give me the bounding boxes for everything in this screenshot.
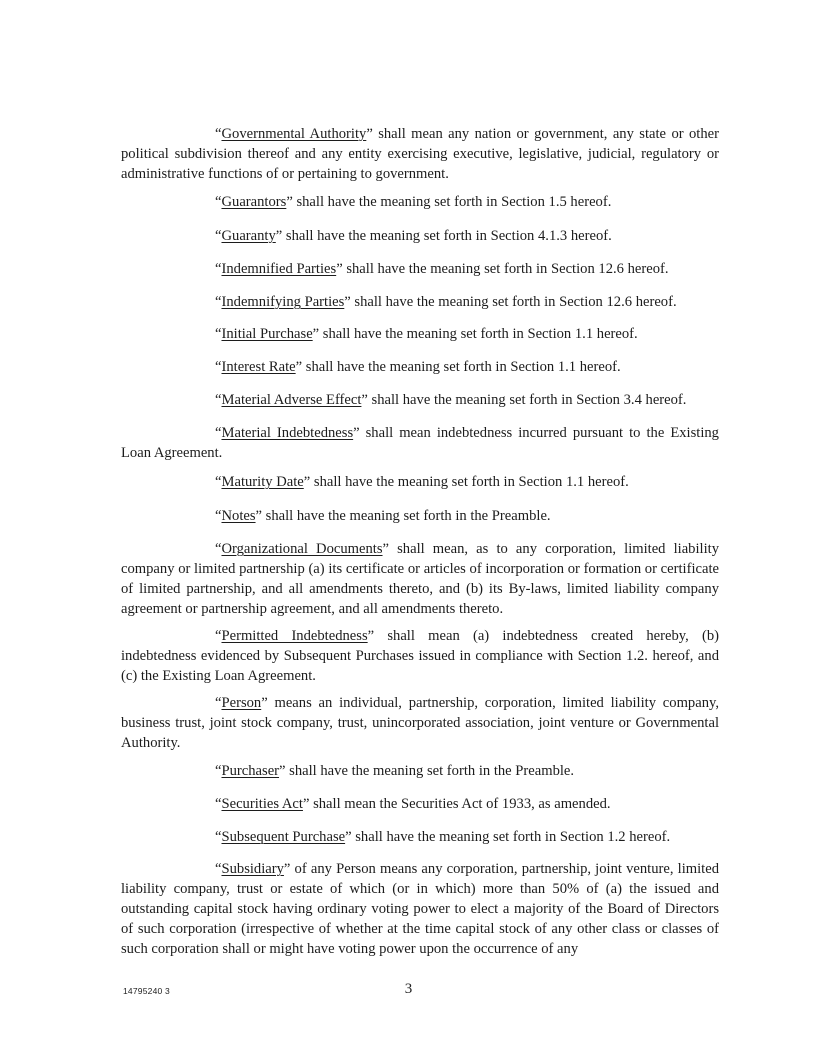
defined-term: Maturity Date (221, 474, 304, 490)
definition-text: ” shall have the meaning set forth in Section 12.6 hereof. (336, 261, 669, 277)
definition-text: ” shall mean any nation or government, any state or other political subdivision thereof and any entity exercising executive, legislative, judicial, regulatory or administrative functions of or pertaining to government. (121, 126, 719, 182)
definition-purchaser: “Purchaser” shall have the meaning set forth in the Preamble. (215, 763, 575, 779)
definition-notes: “Notes” shall have the meaning set forth in the Preamble. (215, 508, 551, 524)
definition-text: ” shall have the meaning set forth in the Preamble. (279, 763, 575, 779)
defined-term: Material Adverse Effect (221, 392, 362, 408)
defined-term: Notes (221, 508, 256, 524)
definition-securities-act: “Securities Act” shall mean the Securities Act of 1933, as amended. (215, 796, 611, 812)
definition-interest-rate: “Interest Rate” shall have the meaning set forth in Section 1.1 hereof. (215, 359, 621, 375)
definition-subsequent-purchase: “Subsequent Purchase” shall have the meaning set forth in Section 1.2 hereof. (215, 829, 671, 845)
defined-term: Securities Act (221, 796, 303, 812)
defined-term: Material Indebtedness (221, 425, 354, 441)
definition-text: ” shall have the meaning set forth in Section 12.6 hereof. (344, 294, 677, 310)
definition-material-indebtedness: “Material Indebtedness” shall mean indebtedness incurred pursuant to the Existing Loan Agreement. (121, 425, 719, 461)
page-number: 3 (404, 981, 413, 997)
definition-governmental-authority: “Governmental Authority” shall mean any nation or government, any state or other political subdivision thereof and any entity exercising executive, legislative, judicial, regulatory or administrative functions of or pertaining to government. (121, 126, 719, 182)
defined-term: Governmental Authority (221, 126, 367, 142)
defined-term: Interest Rate (221, 359, 296, 375)
definition-permitted-indebtedness: “Permitted Indebtedness” shall mean (a) indebtedness created hereby, (b) indebtedness evidenced by Subsequent Purchases issued in compliance with Section 1.2. hereof, and (c) the Existing Loan Agreement. (121, 628, 719, 684)
definition-text: ” shall mean the Securities Act of 1933, as amended. (302, 796, 611, 812)
defined-term: Permitted Indebtedness (221, 628, 368, 644)
defined-term: Indemnified Parties (221, 261, 337, 277)
defined-term: Subsequent Purchase (221, 829, 346, 845)
definition-text: ” shall have the meaning set forth in the Preamble. (255, 508, 551, 524)
document-id: 14795240 3 (123, 986, 170, 996)
definition-text: ” shall have the meaning set forth in Section 3.4 hereof. (361, 392, 687, 408)
definition-text: ” shall mean indebtedness incurred pursuant to the Existing Loan Agreement. (121, 425, 719, 461)
defined-term: Purchaser (221, 763, 280, 779)
definition-guaranty: “Guaranty” shall have the meaning set forth in Section 4.1.3 hereof. (215, 228, 612, 244)
defined-term: Indemnifying Parties (221, 294, 345, 310)
definition-text: ” shall have the meaning set forth in Section 1.5 hereof. (286, 194, 612, 210)
defined-term: Guarantors (221, 194, 287, 210)
definition-organizational-documents: “Organizational Documents” shall mean, as to any corporation, limited liability company or limited partnership (a) its certificate or articles of incorporation or formation or certificate of limited partnership, and all amendments thereto, and (b) its By-laws, limited liability company agreement or partnership agreement, and all amendments thereto. (121, 541, 719, 617)
definition-indemnifying-parties: “Indemnifying Parties” shall have the meaning set forth in Section 12.6 hereof. (215, 294, 677, 310)
definition-text: ” shall mean (a) indebtedness created hereby, (b) indebtedness evidenced by Subsequent Purchases issued in compliance with Section 1.2. hereof, and (c) the Existing Loan Agreement. (121, 628, 719, 684)
defined-term: Initial Purchase (221, 326, 313, 342)
definition-subsidiary: “Subsidiary” of any Person means any corporation, partnership, joint venture, limited liability company, trust or estate of which (or in which) more than 50% of (a) the issued and outstanding capital stock having ordinary voting power to elect a majority of the Board of Directors of such corporation (irrespective of whether at the time capital stock of any other class or classes of such corporation shall or might have voting power upon the occurrence of any (121, 861, 719, 957)
definition-initial-purchase: “Initial Purchase” shall have the meaning set forth in Section 1.1 hereof. (215, 326, 638, 342)
definition-text: ” shall have the meaning set forth in Section 1.2 hereof. (345, 829, 671, 845)
definition-text: ” shall have the meaning set forth in Section 1.1 hereof. (303, 474, 629, 490)
definition-text: ” shall mean, as to any corporation, limited liability company or limited partnership (a) its certificate or articles of incorporation or formation or certificate of limited partnership, and all amendments thereto, and (b) its By-laws, limited liability company agreement or partnership agreement, and all amendments thereto. (121, 541, 719, 617)
definition-text: ” shall have the meaning set forth in Section 4.1.3 hereof. (275, 228, 612, 244)
defined-term: Person (221, 695, 262, 711)
definition-text: ” of any Person means any corporation, partnership, joint venture, limited liability company, trust or estate of which (or in which) more than 50% of (a) the issued and outstanding capital stock having ordinary voting power to elect a majority of the Board of Directors of such corporation (irrespective of whether at the time capital stock of any other class or classes of such corporation shall or might have voting power upon the occurrence of any (121, 861, 719, 957)
definition-person: “Person” means an individual, partnership, corporation, limited liability company, business trust, joint stock company, trust, unincorporated association, joint venture or Governmental Authority. (121, 695, 719, 751)
defined-term: Organizational Documents (221, 541, 383, 557)
definition-text: ” shall have the meaning set forth in Section 1.1 hereof. (295, 359, 621, 375)
definition-guarantors: “Guarantors” shall have the meaning set forth in Section 1.5 hereof. (215, 194, 612, 210)
definition-material-adverse-effect: “Material Adverse Effect” shall have the meaning set forth in Section 3.4 hereof. (215, 392, 687, 408)
definition-indemnified-parties: “Indemnified Parties” shall have the meaning set forth in Section 12.6 hereof. (215, 261, 669, 277)
definition-maturity-date: “Maturity Date” shall have the meaning set forth in Section 1.1 hereof. (215, 474, 629, 490)
defined-term: Subsidiary (221, 861, 284, 877)
defined-term: Guaranty (221, 228, 276, 244)
definition-text: ” means an individual, partnership, corporation, limited liability company, business trust, joint stock company, trust, unincorporated association, joint venture or Governmental Authority. (121, 695, 719, 751)
definition-text: ” shall have the meaning set forth in Section 1.1 hereof. (312, 326, 638, 342)
